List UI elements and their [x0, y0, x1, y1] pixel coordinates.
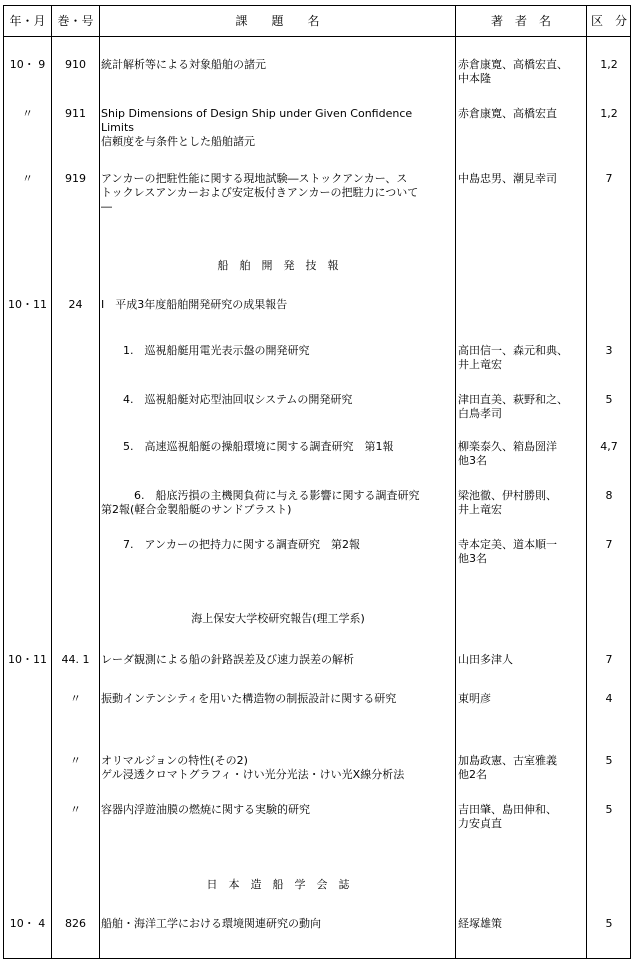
row-title: 1. 巡視船艇用電光表示盤の開発研究 — [101, 344, 310, 357]
row-volume: 826 — [65, 917, 86, 930]
section-heading-naval-architecture-journal: 日 本 造 船 学 会 誌 — [206, 878, 350, 891]
row-author: 津田直美、萩野和之、 白鳥孝司 — [458, 393, 568, 420]
row-author: 赤倉康寛、高橋宏直 — [458, 107, 557, 120]
row-volume: 〃 — [70, 692, 81, 705]
row-category: 7 — [605, 172, 613, 185]
row-title: 統計解析等による対象船舶の諸元 — [101, 58, 266, 71]
row-title: 6. 船底汚損の主機関負荷に与える影響に関する調査研究 第2報(軽合金製船艇のサンドブラスト) — [101, 489, 420, 516]
row-category: 1,2 — [600, 107, 618, 120]
header-title: 課 題 名 — [235, 14, 320, 28]
column-divider — [455, 6, 456, 958]
row-volume: 44. 1 — [61, 653, 90, 666]
row-title: 容器内浮遊油膜の燃焼に関する実験的研究 — [101, 803, 310, 816]
header-divider — [4, 36, 630, 37]
row-category: 5 — [605, 917, 613, 930]
row-author: 寺本定美、道本順一 他3名 — [458, 538, 557, 565]
row-volume: 911 — [65, 107, 86, 120]
row-date: 10・ 9 — [9, 58, 46, 71]
row-date: 10・11 — [8, 298, 47, 311]
row-author: 梁池徹、伊村勝則、 井上竜宏 — [458, 489, 557, 516]
column-divider — [99, 6, 100, 958]
row-category: 8 — [605, 489, 613, 502]
row-title: 振動インテンシティを用いた構造物の制振設計に関する研究 — [101, 692, 397, 705]
row-author: 吉田肇、島田伸和、 力安貞直 — [458, 803, 557, 830]
row-author: 山田多津人 — [458, 653, 513, 666]
row-volume: 24 — [68, 298, 83, 311]
row-category: 7 — [605, 653, 613, 666]
row-category: 1,2 — [600, 58, 618, 71]
header-category: 区 分 — [590, 14, 627, 28]
row-category: 7 — [605, 538, 613, 551]
row-title: レーダ観測による船の針路誤差及び速力誤差の解析 — [101, 653, 354, 666]
row-date: 〃 — [22, 107, 33, 120]
row-volume: 910 — [65, 58, 86, 71]
row-author: 中島忠男、潮見幸司 — [458, 172, 557, 185]
row-title: Ship Dimensions of Design Ship under Given Confidence Limits 信頼度を与条件とした船舶諸元 — [101, 107, 413, 148]
row-title: 7. アンカーの把持力に関する調査研究 第2報 — [101, 538, 361, 551]
row-date: 10・11 — [8, 653, 47, 666]
row-category: 5 — [605, 754, 613, 767]
header-date: 年・月 — [9, 14, 46, 28]
row-volume: 〃 — [70, 754, 81, 767]
row-author: 高田信一、森元和典、 井上竜宏 — [458, 344, 568, 371]
row-title: 5. 高速巡視船艇の操船環境に関する調査研究 第1報 — [101, 440, 394, 453]
publication-table — [3, 5, 631, 959]
row-date: 〃 — [22, 172, 33, 185]
row-title: オリマルジョンの特性(その2) ゲル浸透クロマトグラフィ・けい光分光法・けい光X線分析法 — [101, 754, 405, 781]
row-title: I 平成3年度船舶開発研究の成果報告 — [101, 298, 288, 311]
row-author: 経塚雄策 — [458, 917, 502, 930]
section-heading-ship-development: 船 舶 開 発 技 報 — [217, 259, 339, 272]
row-category: 4,7 — [600, 440, 618, 453]
row-category: 5 — [605, 393, 613, 406]
row-author: 赤倉康寛、高橋宏直、 中本隆 — [458, 58, 568, 85]
row-date: 10・ 4 — [9, 917, 46, 930]
row-author: 東明彦 — [458, 692, 491, 705]
header-volume: 巻・号 — [57, 14, 94, 28]
row-category: 3 — [605, 344, 613, 357]
row-author: 柳楽泰久、箱島圀洋 他3名 — [458, 440, 557, 467]
row-title: アンカーの把駐性能に関する現地試験―ストックアンカー、ス トックレスアンカーおよび安定板付きアンカーの把駐力について ― — [101, 172, 419, 213]
section-heading-coast-guard-academy: 海上保安大学校研究報告(理工学系) — [191, 612, 365, 625]
row-title: 4. 巡視船艇対応型油回収システムの開発研究 — [101, 393, 353, 406]
row-volume: 919 — [65, 172, 86, 185]
row-title: 船舶・海洋工学における環境関連研究の動向 — [101, 917, 321, 930]
row-category: 5 — [605, 803, 613, 816]
header-author: 著 者 名 — [490, 14, 551, 28]
row-author: 加島政憲、古室雅義 他2名 — [458, 754, 557, 781]
row-volume: 〃 — [70, 803, 81, 816]
row-category: 4 — [605, 692, 613, 705]
